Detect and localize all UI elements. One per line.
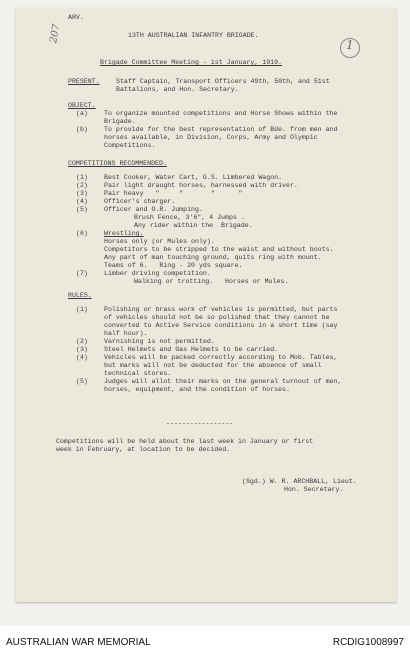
rule-2-number: (2) <box>76 338 88 345</box>
competition-5-line-2: Brush Fence, 3'6", 4 Jumps . <box>134 214 245 221</box>
meeting-title: Brigade Committee Meeting - 1st January, 1919. <box>100 59 283 66</box>
archive-footer <box>0 626 410 654</box>
rule-4-line-2: but marks will not be deducted for the absence of small <box>104 362 322 369</box>
competition-3-number: (3) <box>76 190 88 197</box>
rules-label: RULES. <box>68 292 92 299</box>
rule-2: Varnishing is not permitted. <box>104 338 215 345</box>
rule-5-line-2: horses, equipment, and the condition of horses. <box>104 386 290 393</box>
signature-line-1: (Sgd.) W. R. ARCHBALL, Lieut. <box>242 478 357 485</box>
document-ref: ARV. <box>68 14 84 21</box>
object-b-line-2: horses available, in Division, Corps, Army and Olympic <box>104 134 318 141</box>
rule-4-number: (4) <box>76 354 88 361</box>
object-a-line-2: Brigade. <box>104 118 136 125</box>
corner-mark-circle <box>340 38 360 58</box>
competition-6-line-1: Horses only (or Mules only). <box>104 238 215 245</box>
competition-7-number: (7) <box>76 270 88 277</box>
object-a-number: (a) <box>76 110 88 117</box>
competition-1: Best Cooker, Water Cart, G.S. Limbered Wagon. <box>104 174 283 181</box>
competition-2-number: (2) <box>76 182 88 189</box>
object-label: OBJECT. <box>68 102 96 109</box>
closing-line-2: week in February, at location to be decided. <box>56 446 231 453</box>
rule-1-line-1: Polishing or brass work of vehicles is permitted, but parts <box>104 306 338 313</box>
competition-7-line-1: Limber driving competition. <box>104 270 211 277</box>
object-b-line-1: To provide for the best representation of Bde. from men and <box>104 126 338 133</box>
competition-6-line-3: Any part of man touching ground, quits ring with mount. <box>104 254 322 261</box>
present-text-line-2: Battalions, and Hon. Secretary. <box>116 86 239 93</box>
rule-5-number: (5) <box>76 378 88 385</box>
rule-5-line-1: Judges will allot their marks on the general turnout of men, <box>104 378 342 385</box>
rule-3-number: (3) <box>76 346 88 353</box>
brigade-heading: 13TH AUSTRALIAN INFANTRY BRIGADE. <box>128 32 259 39</box>
object-b-number: (b) <box>76 126 88 133</box>
present-label: PRESENT. <box>68 78 100 85</box>
competition-1-number: (1) <box>76 174 88 181</box>
object-b-line-3: Competitions. <box>104 142 156 149</box>
competition-6-line-4: Teams of 6. Ring - 20 yds square. <box>104 262 243 269</box>
closing-line-1: Competitions will be held about the last week in January or first <box>56 438 314 445</box>
competition-3: Pair heavy " " " " <box>104 190 243 197</box>
competition-6-title: Wrestling. <box>104 230 144 237</box>
rule-1-number: (1) <box>76 306 88 313</box>
competitions-label: COMPETITIONS RECOMMENDED. <box>68 160 167 167</box>
competition-6-number: (6) <box>76 230 88 237</box>
signature-line-2: Hon. Secretary. <box>284 486 344 493</box>
rule-1-line-4: half hour). <box>104 330 148 337</box>
divider-line: ----------------- <box>166 420 234 427</box>
competition-2: Pair light draught horses, harnessed with driver. <box>104 182 298 189</box>
corner-mark: 1 <box>346 38 354 52</box>
rule-1-line-2: of vehicles should not be so polished that they cannot be <box>104 314 330 321</box>
competition-4: Officer's charger. <box>104 198 176 205</box>
competition-4-number: (4) <box>76 198 88 205</box>
rule-4-line-1: Vehicles will be packed correctly according to Mob. Tables, <box>104 354 338 361</box>
competition-5-line-3: Any rider within the Brigade. <box>134 222 253 229</box>
document-sheet <box>16 8 396 602</box>
rule-3: Steel Helmets and Gas Helmets to be carried. <box>104 346 279 353</box>
competition-6-line-2: Competitors to be stripped to the waist and without boots. <box>104 246 334 253</box>
rule-4-line-3: technical stores. <box>104 370 172 377</box>
object-a-line-1: To organize mounted competitions and Horse Shows within the <box>104 110 338 117</box>
footer-record-id: RCDIG1008997 <box>332 637 404 648</box>
competition-5-line-1: Officer and O.R. Jumping. <box>104 206 203 213</box>
competition-7-line-2: Walking or trotting. Horses or Mules. <box>134 278 289 285</box>
present-text-line-1: Staff Captain, Transport Officers 49th, 50th, and 51st <box>116 78 330 85</box>
rule-1-line-3: converted to Active Service conditions in a short time (say <box>104 322 338 329</box>
page-number-handwritten: 207 <box>48 23 63 45</box>
competition-5-number: (5) <box>76 206 88 213</box>
footer-institution: AUSTRALIAN WAR MEMORIAL <box>6 637 151 648</box>
